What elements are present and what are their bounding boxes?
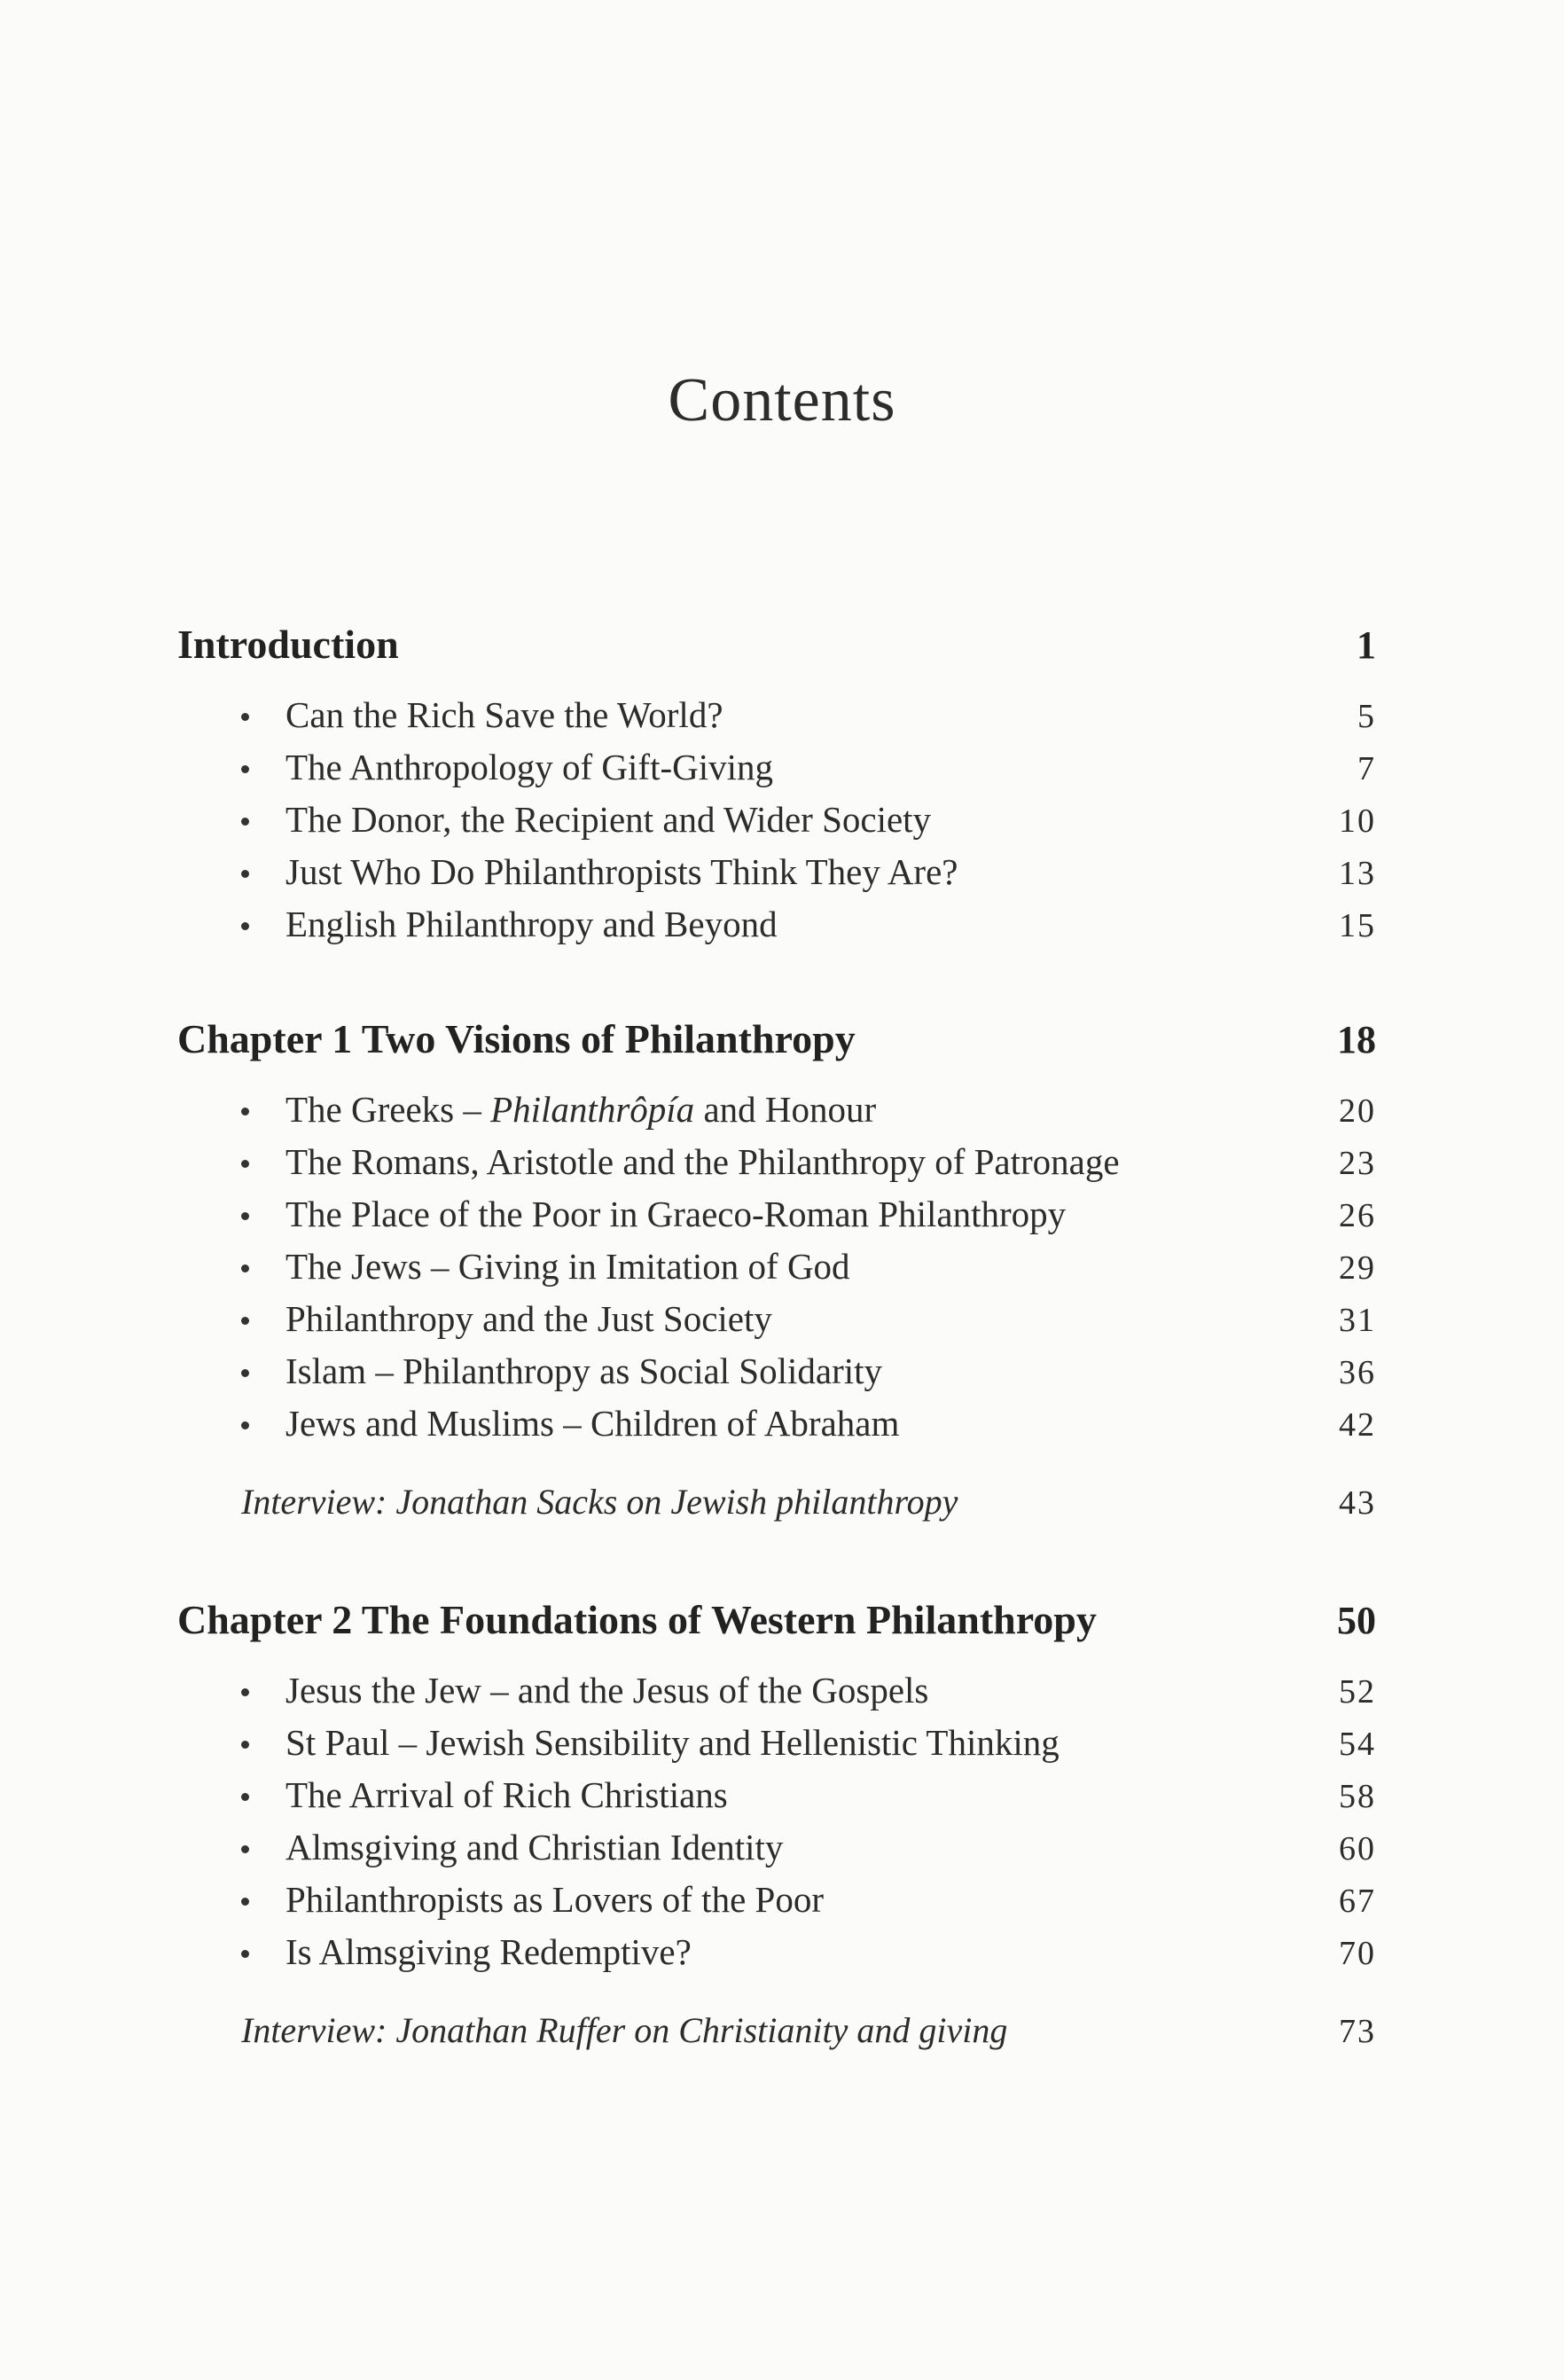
- toc-section-chapter-1: [177, 1015, 1383, 1536]
- entry-title: Philanthropists as Lovers of the Poor: [285, 1879, 824, 1920]
- bullet-icon: [241, 1421, 249, 1429]
- toc-entry[interactable]: [177, 1193, 1383, 1245]
- bullet-icon: [241, 1369, 249, 1377]
- entry-list: [177, 693, 1383, 955]
- toc-entry[interactable]: [177, 1826, 1383, 1878]
- entry-list: [177, 1669, 1383, 1983]
- interview-entry[interactable]: [177, 1481, 1383, 1536]
- section-page-number: 1: [1357, 623, 1376, 667]
- section-heading: Introduction: [177, 622, 399, 667]
- entry-title: Is Almsgiving Redemptive?: [285, 1931, 692, 1972]
- entry-title-emphasis: Philanthrôpía: [490, 1089, 695, 1130]
- bullet-icon: [241, 1264, 249, 1272]
- toc-entry[interactable]: [177, 1350, 1383, 1402]
- toc-entry[interactable]: [177, 1930, 1383, 1983]
- interview-entry[interactable]: [177, 2009, 1383, 2064]
- entry-page-number: 29: [1339, 1249, 1376, 1287]
- entry-page-number: 7: [1357, 750, 1376, 787]
- entry-page-number: 60: [1339, 1830, 1376, 1867]
- entry-title: Can the Rich Save the World?: [285, 694, 723, 735]
- entry-title: The Place of the Poor in Graeco-Roman Philanthropy: [285, 1194, 1067, 1234]
- section-heading-row[interactable]: [177, 1015, 1383, 1088]
- entry-title: The Anthropology of Gift-Giving: [285, 747, 774, 787]
- page-title: Contents: [668, 366, 896, 435]
- table-of-contents: [177, 621, 1383, 2064]
- toc-section-chapter-2: [177, 1596, 1383, 2064]
- toc-entry[interactable]: [177, 1402, 1383, 1454]
- entry-page-number: 31: [1339, 1302, 1376, 1339]
- entry-page-number: 42: [1339, 1406, 1376, 1444]
- entry-title: [241, 1088, 876, 1131]
- entry-title-part: and Honour: [694, 1089, 877, 1130]
- toc-entry[interactable]: [177, 850, 1383, 903]
- entry-title: Islam – Philanthropy as Social Solidarity: [285, 1350, 883, 1391]
- entry-title: The Arrival of Rich Christians: [285, 1774, 728, 1815]
- entry-title: English Philanthropy and Beyond: [285, 904, 778, 944]
- toc-entry[interactable]: [177, 1773, 1383, 1826]
- toc-entry[interactable]: [177, 693, 1383, 746]
- bullet-icon: [241, 1793, 249, 1801]
- bullet-icon: [241, 1212, 249, 1220]
- entry-page-number: 70: [1339, 1935, 1376, 1972]
- bullet-icon: [241, 1845, 249, 1853]
- entry-title: The Romans, Aristotle and the Philanthropy of Patronage: [285, 1141, 1120, 1182]
- section-heading-row[interactable]: [177, 621, 1383, 693]
- entry-page-number: 26: [1339, 1197, 1376, 1234]
- section-heading-row[interactable]: [177, 1596, 1383, 1669]
- toc-entry[interactable]: [177, 1140, 1383, 1193]
- toc-entry[interactable]: [177, 1088, 1383, 1140]
- toc-entry[interactable]: [177, 1245, 1383, 1297]
- section-heading: Chapter 1 Two Visions of Philanthropy: [177, 1016, 856, 1061]
- toc-entry[interactable]: [177, 903, 1383, 955]
- toc-section-introduction: [177, 621, 1383, 955]
- entry-title: St Paul – Jewish Sensibility and Hellenistic Thinking: [285, 1722, 1060, 1763]
- entry-page-number: 10: [1339, 802, 1376, 840]
- entry-page-number: 13: [1339, 855, 1376, 892]
- entry-page-number: 15: [1339, 907, 1376, 944]
- bullet-icon: [241, 1950, 249, 1958]
- entry-title: The Donor, the Recipient and Wider Society: [285, 799, 932, 840]
- entry-title: The Jews – Giving in Imitation of God: [285, 1246, 850, 1287]
- section-page-number: 18: [1337, 1018, 1376, 1061]
- bullet-icon: [241, 870, 249, 878]
- entry-title: Just Who Do Philanthropists Think They Are?: [285, 851, 958, 892]
- toc-entry[interactable]: [177, 746, 1383, 798]
- interview-page-number: 43: [1339, 1484, 1376, 1522]
- entry-title: Jews and Muslims – Children of Abraham: [285, 1403, 900, 1444]
- interview-title: Interview: Jonathan Ruffer on Christianity and giving: [241, 2010, 1008, 2050]
- entry-page-number: 5: [1357, 698, 1376, 735]
- entry-page-number: 52: [1339, 1673, 1376, 1711]
- entry-page-number: 58: [1339, 1778, 1376, 1815]
- toc-entry[interactable]: [177, 1669, 1383, 1721]
- bullet-icon: [241, 1688, 249, 1696]
- entry-title: Philanthropy and the Just Society: [285, 1298, 772, 1339]
- toc-entry[interactable]: [177, 1297, 1383, 1350]
- entry-page-number: 36: [1339, 1354, 1376, 1391]
- bullet-icon: [241, 1108, 249, 1116]
- section-page-number: 50: [1337, 1599, 1376, 1642]
- bullet-icon: [241, 765, 249, 773]
- entry-title-part: The Greeks –: [285, 1089, 491, 1130]
- toc-entry[interactable]: [177, 1721, 1383, 1773]
- bullet-icon: [241, 713, 249, 721]
- entry-title: Jesus the Jew – and the Jesus of the Gospels: [285, 1670, 929, 1711]
- entry-page-number: 67: [1339, 1883, 1376, 1920]
- bullet-icon: [241, 818, 249, 826]
- entry-list: [177, 1088, 1383, 1454]
- interview-page-number: 73: [1339, 2013, 1376, 2050]
- toc-entry[interactable]: [177, 1878, 1383, 1930]
- bullet-icon: [241, 922, 249, 930]
- entry-title: Almsgiving and Christian Identity: [285, 1827, 784, 1867]
- bullet-icon: [241, 1317, 249, 1325]
- bullet-icon: [241, 1741, 249, 1749]
- entry-page-number: 23: [1339, 1145, 1376, 1182]
- entry-page-number: 20: [1339, 1092, 1376, 1130]
- bullet-icon: [241, 1160, 249, 1168]
- section-heading: Chapter 2 The Foundations of Western Philanthropy: [177, 1597, 1097, 1642]
- bullet-icon: [241, 1898, 249, 1906]
- entry-page-number: 54: [1339, 1726, 1376, 1763]
- interview-title: Interview: Jonathan Sacks on Jewish philanthropy: [241, 1482, 958, 1522]
- toc-entry[interactable]: [177, 798, 1383, 850]
